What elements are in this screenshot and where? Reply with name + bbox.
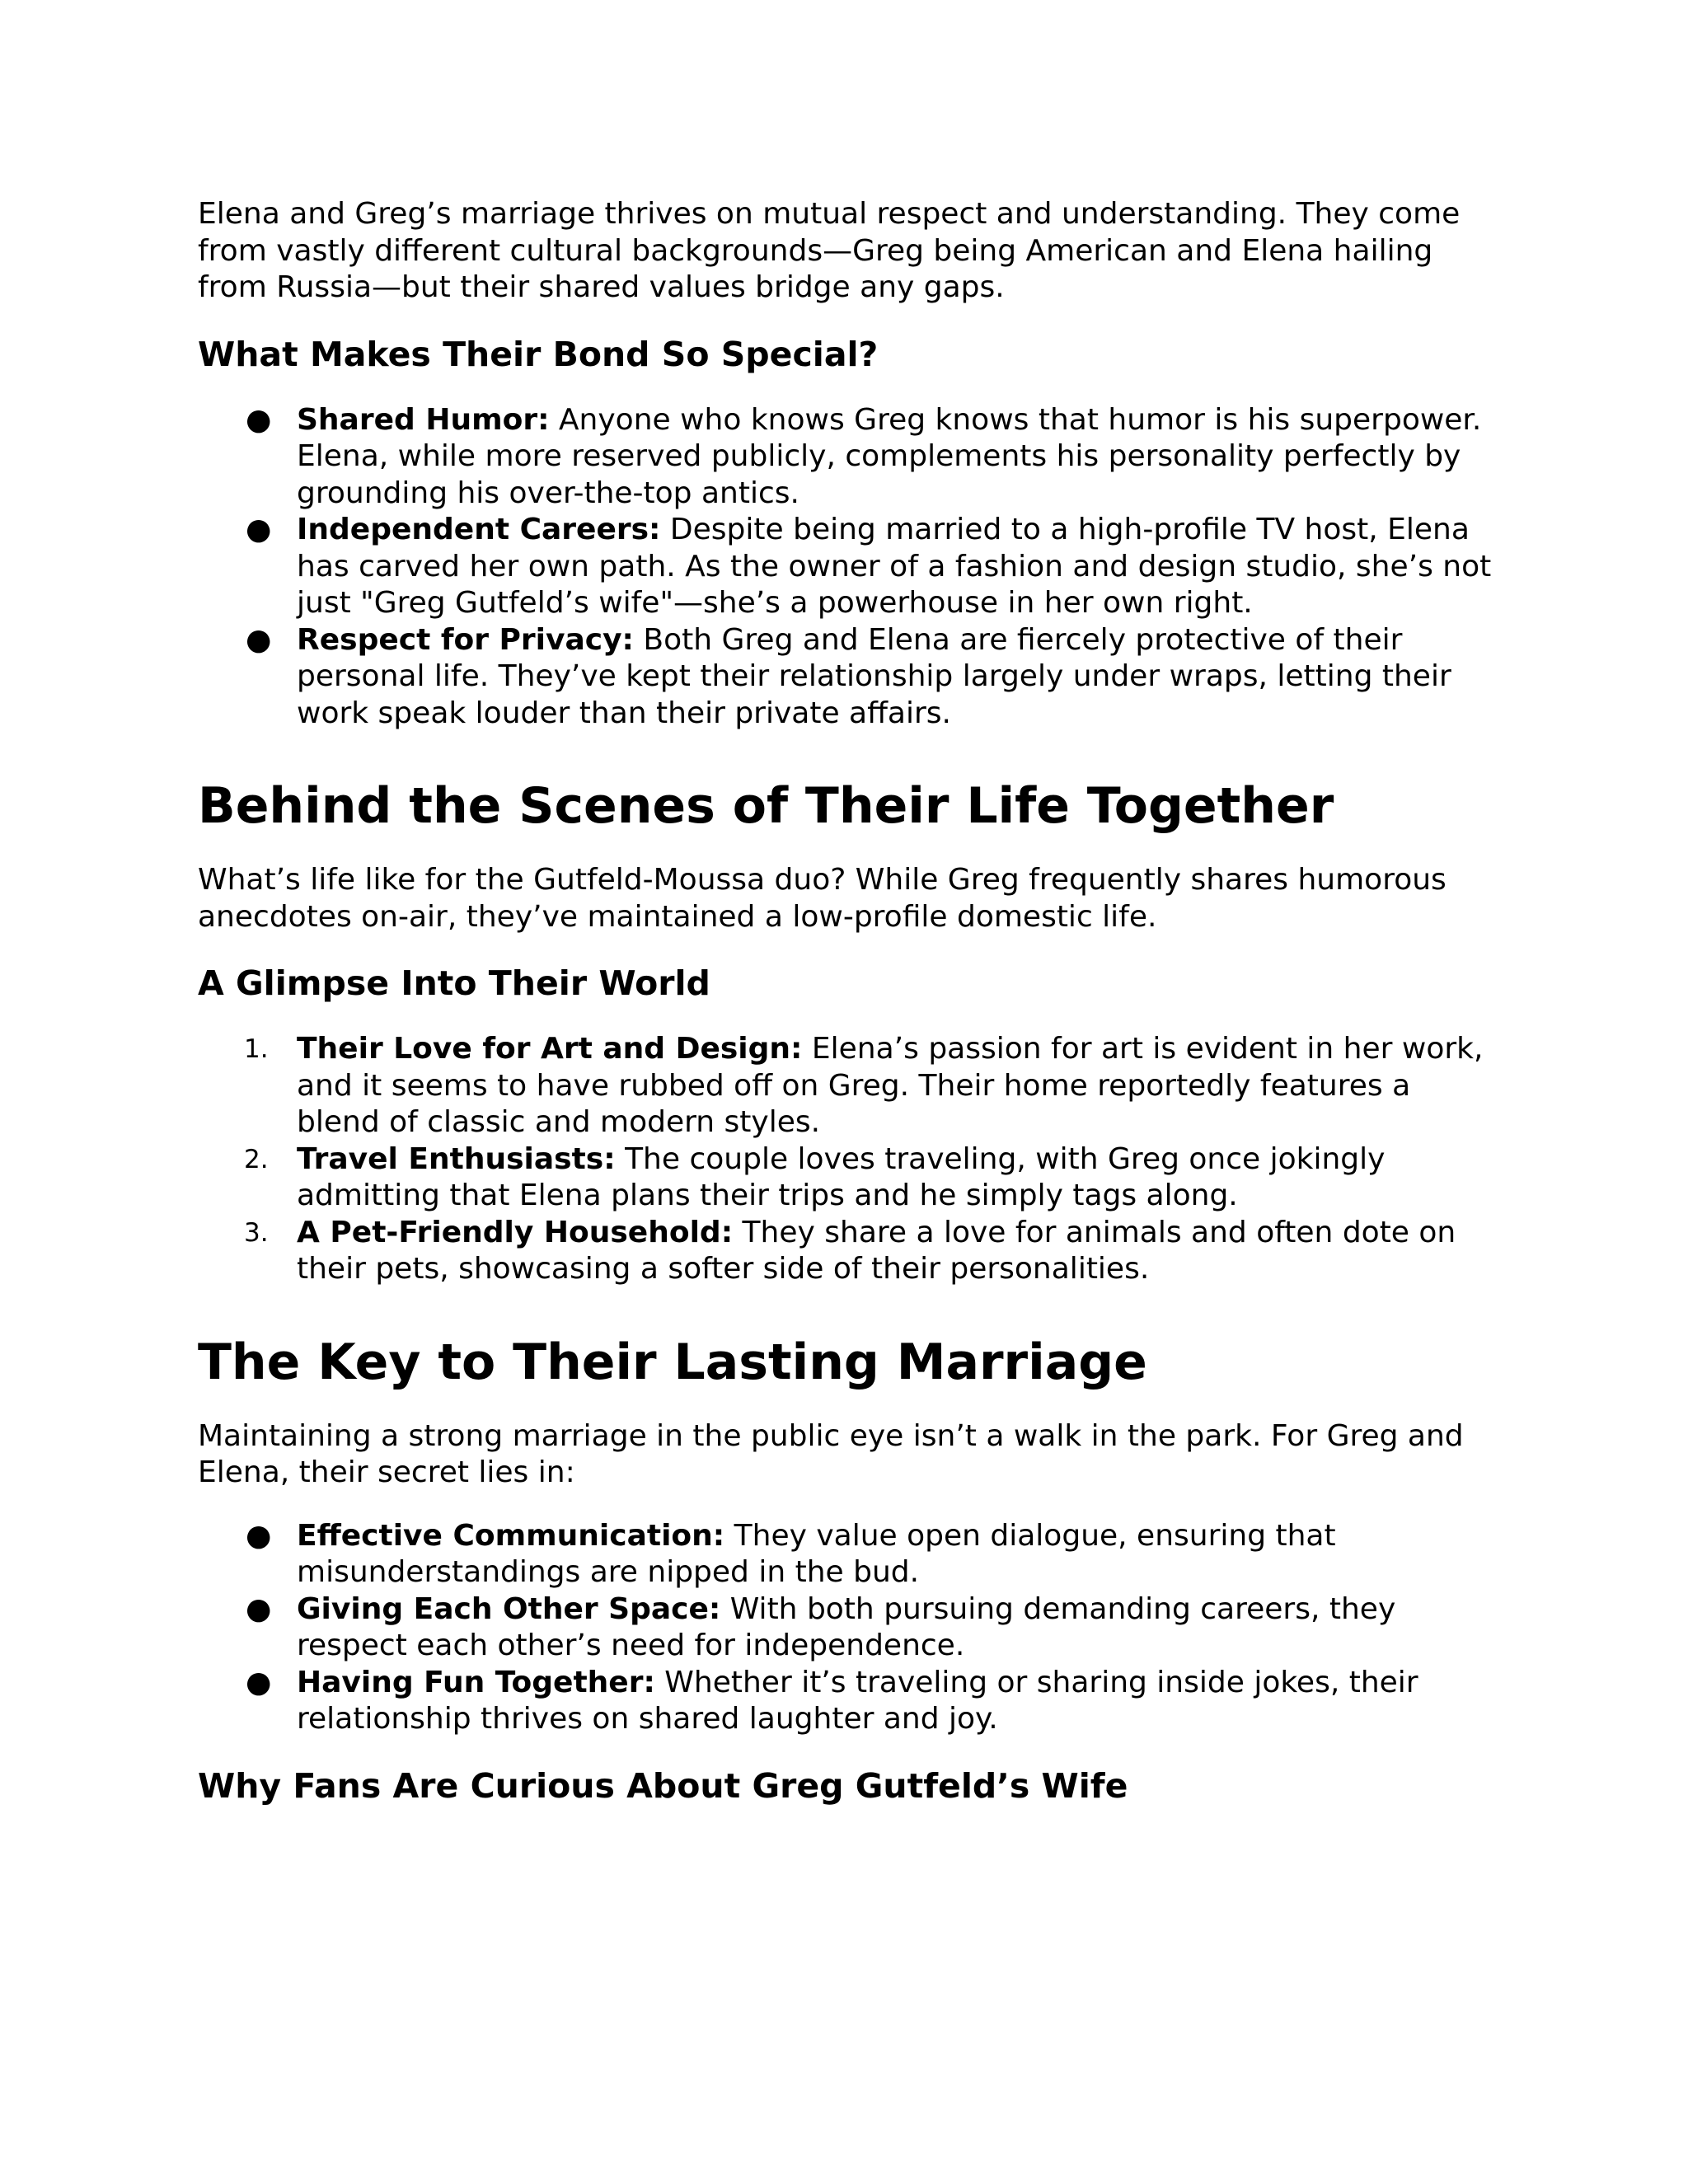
item-text: The couple loves traveling, with Greg once jokingly admitting that Elena plans their trips and he simply tags along. (297, 1141, 1386, 1212)
item-label: Giving Each Other Space: (297, 1591, 721, 1626)
item-text: With both pursuing demanding careers, they respect each other’s need for independence. (297, 1591, 1396, 1662)
item-label: Independent Careers: (297, 513, 661, 546)
bullet-marker: ● (246, 622, 272, 657)
bullet-marker: ● (246, 1665, 272, 1699)
number-marker: 3. (244, 1217, 269, 1248)
list-item (198, 402, 1500, 513)
list-item (198, 622, 1500, 733)
bullet-marker: ● (246, 1518, 272, 1553)
item-label: Having Fun Together: (297, 1665, 655, 1699)
glimpse-list (198, 1031, 1500, 1288)
section-heading-glimpse: A Glimpse Into Their World (198, 963, 710, 1003)
list-item (198, 1141, 1500, 1215)
bullet-marker: ● (246, 1591, 272, 1626)
list-item (198, 1215, 1500, 1288)
bond-list (198, 402, 1500, 733)
item-label: Travel Enthusiasts: (297, 1141, 616, 1176)
secret-list (198, 1518, 1500, 1738)
item-text: They value open dialogue, ensuring that misunderstandings are nipped in the bud. (297, 1518, 1336, 1589)
bullet-marker: ● (246, 513, 272, 546)
item-text: Whether it’s traveling or sharing inside jokes, their relationship thrives on shared laughter and joy. (297, 1665, 1418, 1736)
item-text: Both Greg and Elena are fiercely protective of their personal life. They’ve kept their relationship largely under wraps, letting their work speak louder than their private affairs. (297, 622, 1451, 730)
item-label: Respect for Privacy: (297, 622, 634, 657)
item-label: Their Love for Art and Design: (297, 1032, 803, 1066)
list-item (198, 1591, 1500, 1665)
item-label: Effective Communication: (297, 1518, 725, 1553)
number-marker: 1. (244, 1034, 269, 1064)
item-text: Anyone who knows Greg knows that humor is his superpower. Elena, while more reserved publicly, complements his personality perfectly by grounding his over-the-top antics. (297, 402, 1482, 510)
item-text: Elena’s passion for art is evident in her work, and it seems to have rubbed off on Greg. Their home reportedly features a blend of classic and modern styles. (297, 1032, 1484, 1139)
intro-paragraph: Elena and Greg’s marriage thrives on mutual respect and understanding. They come from vastly different cultural backgrounds—Greg being American and Elena hailing from Russia—but their shared values bridge any gaps. (198, 197, 1461, 304)
item-label: Shared Humor: (297, 402, 550, 437)
number-marker: 2. (244, 1144, 269, 1174)
item-text: Despite being married to a high-profile TV host, Elena has carved her own path. As the owner of a fashion and design studio, she’s not just "Greg Gutfeld’s wife"—she’s a powerhouse in her own right. (297, 513, 1492, 620)
bullet-marker: ● (246, 402, 272, 437)
section-heading-lasting-marriage: The Key to Their Lasting Marriage (198, 1333, 1147, 1391)
list-item (198, 1518, 1500, 1591)
item-text: They share a love for animals and often dote on their pets, showcasing a softer side of their personalities. (297, 1215, 1456, 1286)
item-label: A Pet-Friendly Household: (297, 1215, 734, 1249)
list-item (198, 1665, 1500, 1738)
behind-scenes-paragraph: What’s life like for the Gutfeld-Moussa duo? While Greg frequently shares humorous anecdotes on-air, they’ve maintained a low-profile domestic life. (198, 863, 1447, 934)
section-heading-behind-scenes: Behind the Scenes of Their Life Together (198, 777, 1334, 835)
section-heading-fans-curious: Why Fans Are Curious About Greg Gutfeld’s Wife (198, 1765, 1128, 1806)
document-page (198, 196, 1500, 1807)
section-heading-bond: What Makes Their Bond So Special? (198, 334, 879, 374)
list-item (198, 1031, 1500, 1141)
lasting-marriage-paragraph: Maintaining a strong marriage in the public eye isn’t a walk in the park. For Greg and Elena, their secret lies in: (198, 1418, 1464, 1489)
list-item (198, 512, 1500, 622)
